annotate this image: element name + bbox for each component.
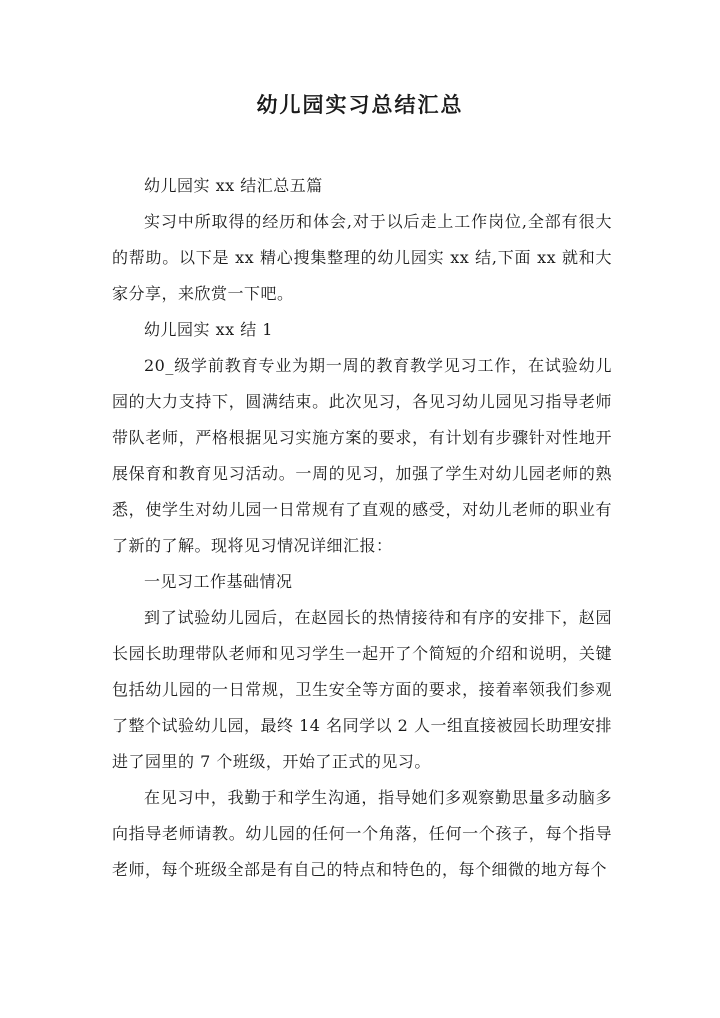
paragraph-subtitle: 幼儿园实 xx 结汇总五篇 [144, 176, 323, 195]
document-body [112, 168, 612, 888]
paragraph-intro: 实习中所取得的经历和体会,对于以后走上工作岗位,全部有很大的帮助。以下是 xx 精心搜集整理的幼儿园实 xx 结,下面 xx 就和大家分享，来欣赏一下吧。 [112, 212, 612, 303]
paragraph-guidance: 在见习中，我勤于和学生沟通，指导她们多观察勤思量多动脑多向指导老师请教。幼儿园的任何一个角落，任何一个孩子，每个指导老师，每个班级全部是有自己的特点和特色的，每个细微的地方每个 [112, 788, 612, 879]
document-title: 幼儿园实习总结汇总 [256, 92, 464, 117]
paragraph-arrival: 到了试验幼儿园后，在赵园长的热情接待和有序的安排下，赵园长园长助理带队老师和见习学生一起开了个简短的介绍和说明，关键包括幼儿园的一日常规，卫生安全等方面的要求，接着率领我们参观了整个试验幼儿园，最终 14 名同学以 2 人一组直接被园长助理安排进了园里的 7 个班级，开始了正式的见习。 [112, 608, 612, 771]
paragraph-section-heading: 幼儿园实 xx 结 1 [144, 320, 273, 339]
paragraph-overview: 20_级学前教育专业为期一周的教育教学见习工作，在试验幼儿园的大力支持下，圆满结束。此次见习，各见习幼儿园见习指导老师带队老师，严格根据见习实施方案的要求，有计划有步骤针对性地开展保育和教育见习活动。一周的见习，加强了学生对幼儿园老师的熟悉，使学生对幼儿园一日常规有了直观的感受，对幼儿老师的职业有了新的了解。现将见习情况详细汇报： [112, 356, 612, 555]
paragraph-subheading: 一见习工作基础情况 [144, 572, 293, 591]
